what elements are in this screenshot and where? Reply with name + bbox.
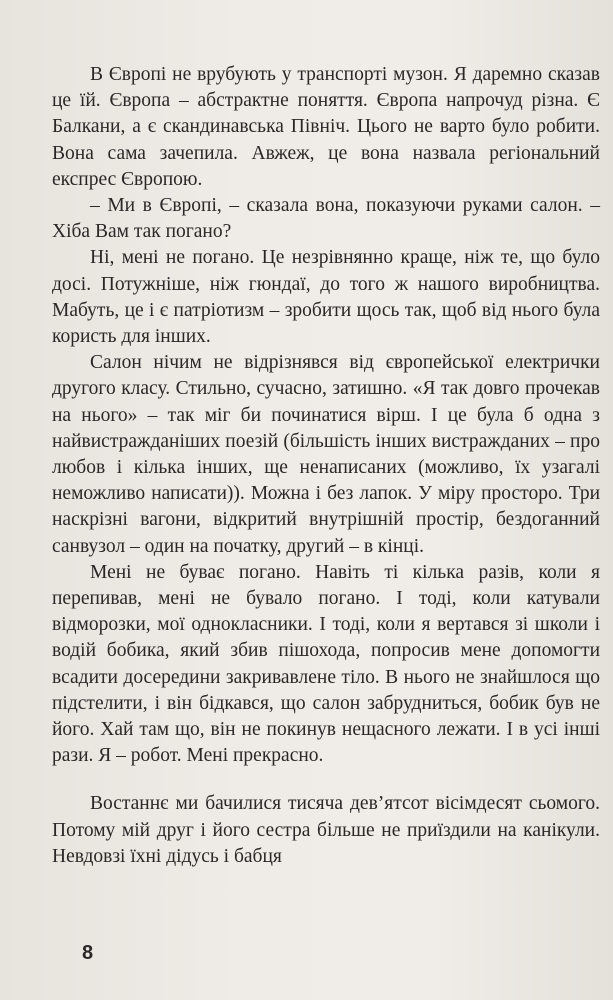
paragraph: – Ми в Європі, – сказала вона, показуючи руками салон. – Хіба Вам так погано? (52, 195, 600, 243)
paragraph: Мені не буває погано. Навіть ті кілька разів, коли я перепивав, мені не бувало погано. І тоді, коли катували відморозки, мої однокласники. І тоді, коли я вертався зі школи і водій бобика, який збив пішохода, попросив мене допомогти всадити досередини закривавлене тіло. В нього не знайшлося що підстелити, і він бідкався, що салон забрудниться, бобик був не його. Хай там що, він не покинув нещасного лежати. І в усі інші рази. Я – робот. Мені прекрасно. (52, 561, 600, 767)
paragraph: Салон нічим не відрізнявся від європейської електрички другого класу. Стильно, сучасно, затишно. «Я так довго прочекав на нього» – так міг би починатися вірш. І це була б одна з найвистражданіших поезій (більшість інших вистражданих – про любов і кілька інших, ще ненаписаних (можливо, їх узагалі неможливо написати)). Можна і без лапок. У міру просторо. Три наскрізні вагони, відкритий внутрішній простір, бездоганний санвузол – один на початку, другий – в кінці. (52, 352, 600, 557)
body-text (52, 62, 600, 870)
paragraph: В Європі не врубують у транспорті музон. Я даремно сказав це їй. Європа – абстрактне поняття. Європа напрочуд різна. Є Балкани, а є скандинавська Північ. Цього не варто було робити. Вона сама зачепила. Авжеж, це вона назвала регіональний експрес Європою. (52, 64, 600, 190)
paragraph: Ні, мені не погано. Це незрівнянно краще, ніж те, що було досі. Потужніше, ніж гюндаї, до того ж нашого виробництва. Мабуть, це і є патріотизм – зробити щось так, щоб від нього була користь для інших. (52, 247, 600, 348)
page-number: 8 (82, 942, 94, 964)
paragraph: Востаннє ми бачилися тисяча дев’ятсот вісімдесят сьомого. Потому мій друг і його сестра більше не приїздили на канікули. Невдовзі їхні дідусь і бабця (52, 793, 600, 867)
